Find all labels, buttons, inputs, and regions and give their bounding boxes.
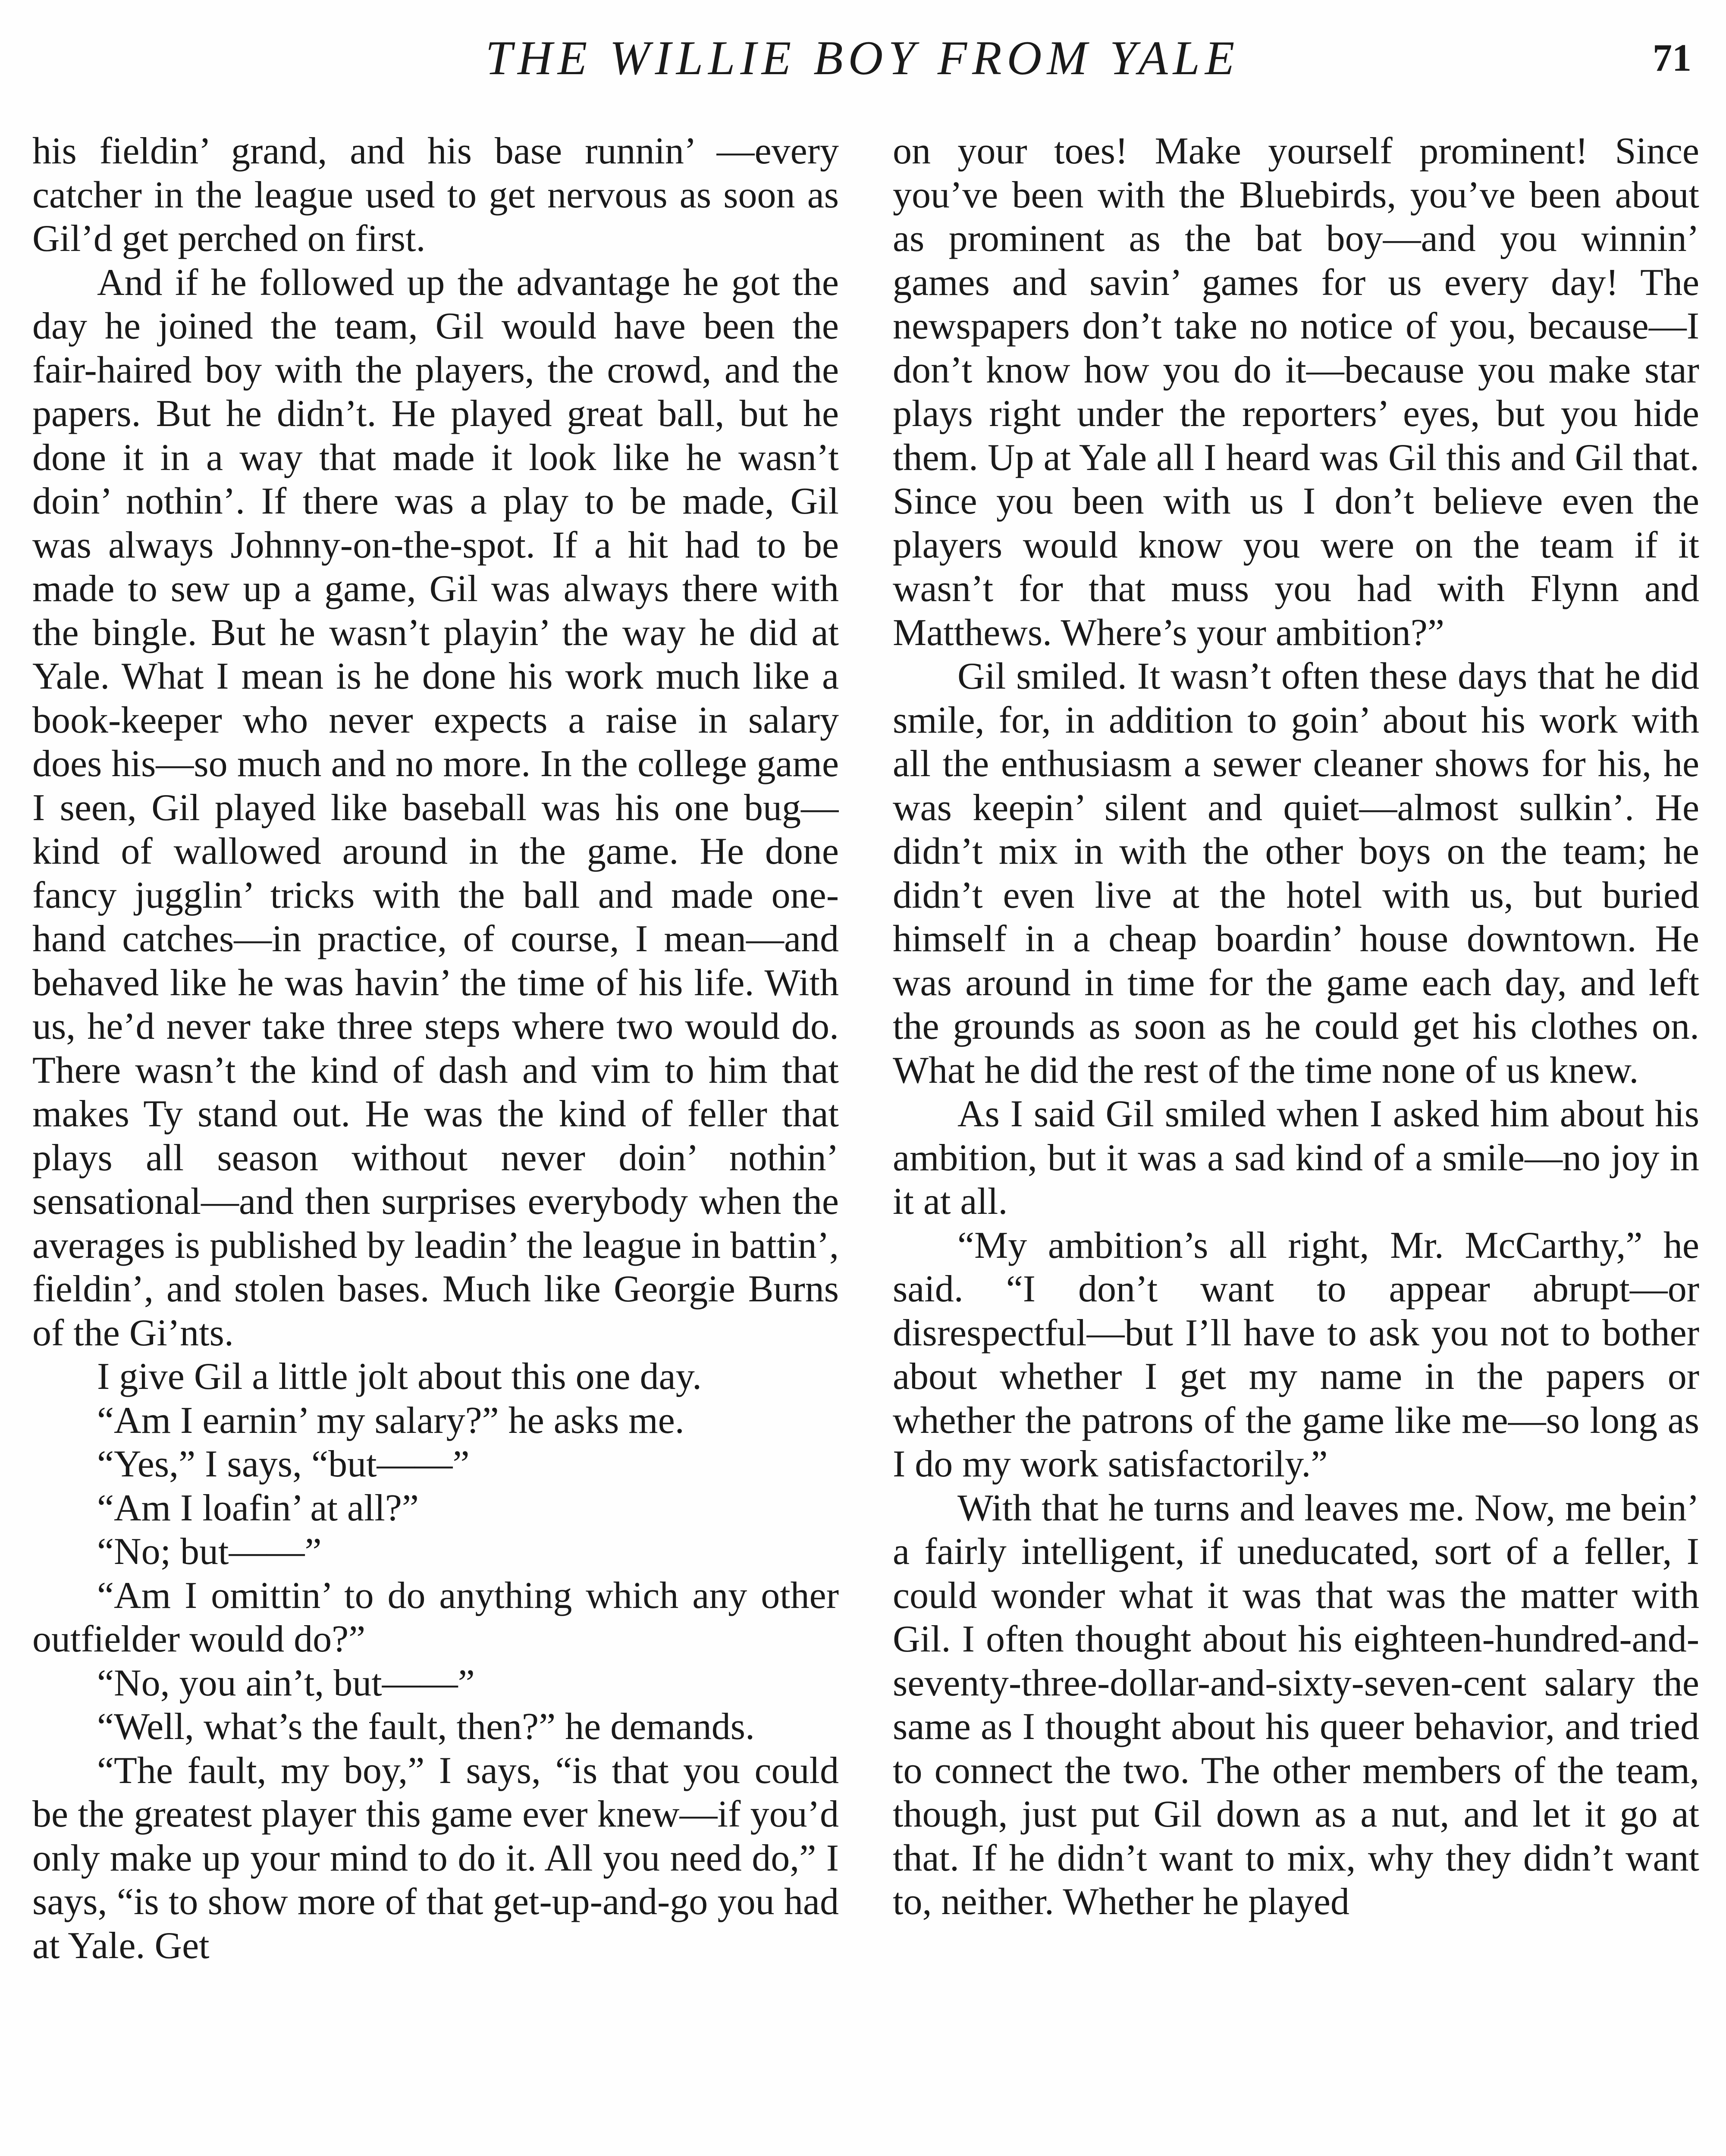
paragraph: “Am I earnin’ my salary?” he asks me. (97, 1399, 684, 1442)
page-number: 71 (1653, 37, 1691, 79)
paragraph: “No, you ain’t, but——” (97, 1662, 475, 1704)
paragraph: I give Gil a little jolt about this one day. (97, 1356, 702, 1398)
right-column (893, 129, 1699, 2156)
paragraph: Gil smiled. It wasn’t often these days that he did smile, for, in addition to goin’ about his work with all the enthusiasm a sewer cleaner shows for his, he was keepin’ silent and quiet—almost sulkin’. He didn’t mix in with the other boys on the team; he didn’t even live at the hotel with us, but buried himself in a cheap boardin’ house downtown. He was around in time for the game each day, and left the grounds as soon as he could get his clothes on. What he did the rest of the time none of us knew. (893, 655, 1699, 1091)
paragraph: As I said Gil smiled when I asked him about his ambition, but it was a sad kind of a smile—no joy in it at all. (893, 1093, 1699, 1222)
left-column (32, 129, 839, 2156)
paragraph: And if he followed up the advantage he got the day he joined the team, Gil would have been the fair-haired boy with the players, the crowd, and the papers. But he didn’t. He played great ball, but he done it in a way that made it look like he wasn’t doin’ nothin’. If there was a play to be made, Gil was always Johnny-on-the-spot. If a hit had to be made to sew up a game, Gil was always there with the bingle. But he wasn’t playin’ the way he did at Yale. What I mean is he done his work much like a book-keeper who never expects a raise in salary does his—so much and no more. In the college game I seen, Gil played like baseball was his one bug—kind of wallowed around in the game. He done fancy jugglin’ tricks with the ball and made one-hand catches—in practice, of course, I mean—and behaved like he was havin’ the time of his life. With us, he’d never take three steps where two would do. There wasn’t the kind of dash and vim to him that makes Ty stand out. He was the kind of feller that plays all season without never doin’ nothin’ sensational—and then surprises everybody when the averages is published by leadin’ the league in battin’, fieldin’, and stolen bases. Much like Georgie Burns of the Gi’nts. (32, 261, 839, 1354)
paragraph: “My ambition’s all right, Mr. McCarthy,” he said. “I don’t want to appear abrupt—or disrespectful—but I’ll have to ask you not to bother about whether I get my name in the papers or whether the patrons of the game like me—so long as I do my work satisfactorily.” (893, 1224, 1699, 1485)
running-title: THE WILLIE BOY FROM YALE (485, 31, 1240, 85)
running-head (0, 26, 1726, 91)
paragraph: “The fault, my boy,” I says, “is that you could be the greatest player this game ever knew—if you’d only make up your mind to do it. All you need do,” I says, “is to show more of that get-up-and-go you had at Yale. Get (32, 1749, 839, 1967)
paragraph: “No; but——” (97, 1531, 322, 1573)
paragraph: his fieldin’ grand, and his base runnin’ —every catcher in the league used to get nervous as soon as Gil’d get perched on first. (32, 130, 839, 260)
paragraph: “Am I loafin’ at all?” (97, 1487, 419, 1529)
paragraph: on your toes! Make yourself prominent! Since you’ve been with the Bluebirds, you’ve been about as prominent as the bat boy—and you winnin’ games and savin’ games for us every day! The newspapers don’t take no notice of you, because—I don’t know how you do it—because you make star plays right under the reporters’ eyes, but you hide them. Up at Yale all I heard was Gil this and Gil that. Since you been with us I don’t believe even the players would know you were on the team if it wasn’t for that muss you had with Flynn and Matthews. Where’s your ambition?” (893, 130, 1699, 654)
paragraph: With that he turns and leaves me. Now, me bein’ a fairly intelligent, if uneducated, sort of a feller, I could wonder what it was that was the matter with Gil. I often thought about his eighteen-hundred-and-seventy-three-dollar-and-sixty-seven-cent salary the same as I thought about his queer behavior, and tried to connect the two. The other members of the team, though, just put Gil down as a nut, and let it go at that. If he didn’t want to mix, why they didn’t want to, neither. Whether he played (893, 1487, 1699, 1923)
paragraph: “Yes,” I says, “but——” (97, 1443, 470, 1485)
paragraph: “Well, what’s the fault, then?” he demands. (97, 1706, 755, 1748)
paragraph: “Am I omittin’ to do anything which any other outfielder would do?” (32, 1574, 839, 1660)
